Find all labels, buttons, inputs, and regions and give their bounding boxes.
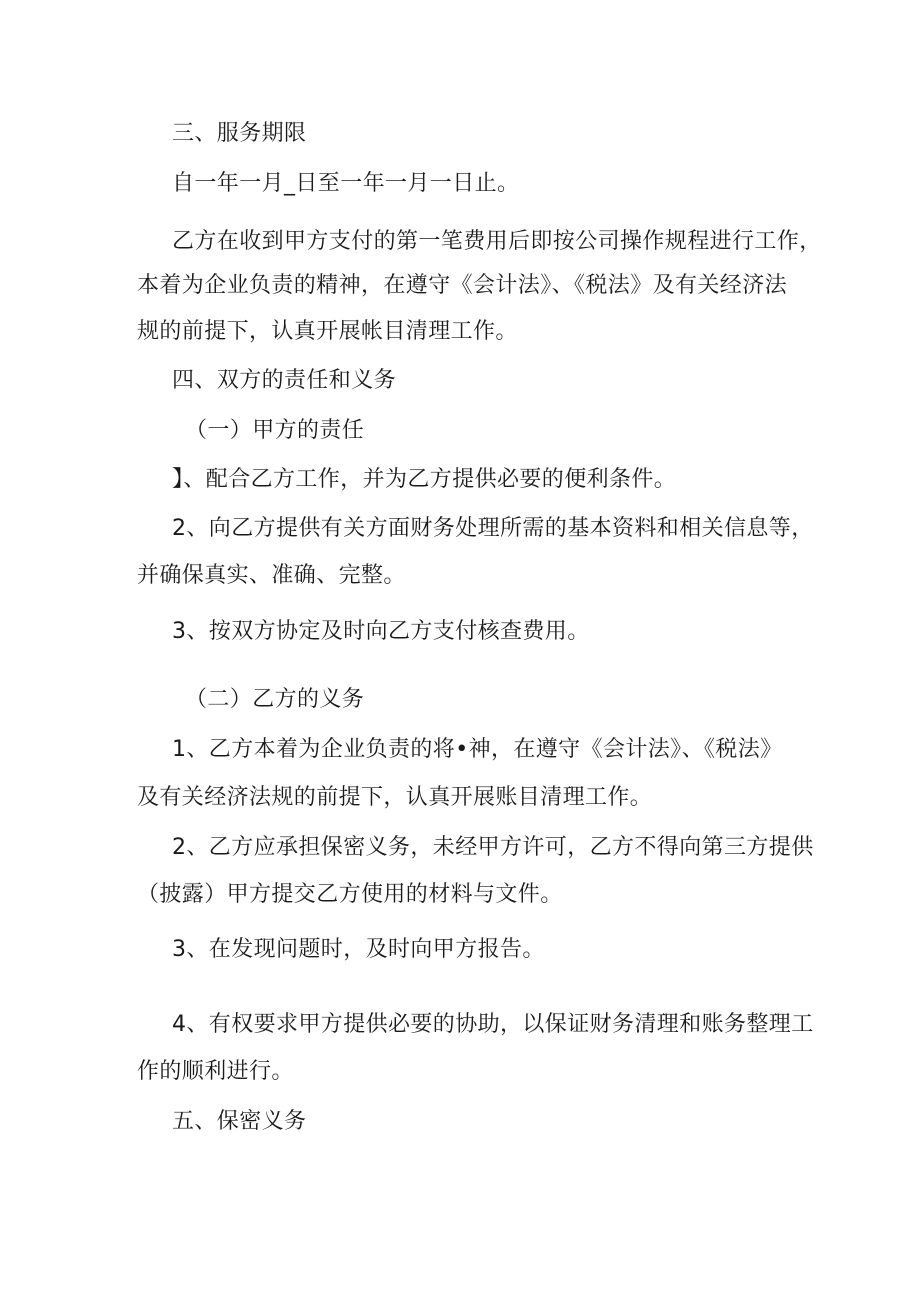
list-item: 4、有权要求甲方提供必要的协助，以保证财务清理和账务整理工 — [172, 1012, 814, 1037]
service-term-dates: 自一年一月_日至一年一月一日止。 — [172, 171, 520, 196]
paragraph-line: 乙方在收到甲方支付的第一笔费用后即按公司操作规程进行工作， — [172, 229, 822, 254]
section-heading-service-term: 三、服务期限 — [172, 121, 307, 146]
paragraph-line: 规的前提下，认真开展帐目清理工作。 — [137, 319, 518, 344]
section-heading-confidentiality: 五、保密义务 — [172, 1109, 307, 1134]
subsection-heading-party-b: （二）乙方的义务 — [185, 687, 365, 712]
section-heading-responsibilities: 四、双方的责任和义务 — [172, 368, 397, 393]
list-item-continuation: 作的顺利进行。 — [137, 1059, 294, 1084]
list-item-continuation: （披露）甲方提交乙方使用的材料与文件。 — [137, 882, 563, 907]
list-item: 2、乙方应承担保密义务，未经甲方许可，乙方不得向第三方提供 — [172, 835, 814, 860]
list-item-continuation: 及有关经济法规的前提下，认真开展账目清理工作。 — [137, 785, 653, 810]
paragraph-line: 本着为企业负责的精神，在遵守《会计法》、《税法》及有关经济法 — [137, 273, 788, 298]
list-item: 3、按双方协定及时向乙方支付核查费用。 — [172, 619, 590, 644]
list-item: 1、乙方本着为企业负责的将•神，在遵守《会计法》、《税法》 — [172, 737, 783, 762]
list-item: 3、在发现问题时，及时向甲方报告。 — [172, 937, 545, 962]
list-item: 】、配合乙方工作，并为乙方提供必要的便利条件。 — [172, 467, 677, 492]
list-item: 2、向乙方提供有关方面财务处理所需的基本资料和相关信息等， — [172, 516, 814, 541]
subsection-heading-party-a: （一）甲方的责任 — [185, 418, 365, 443]
list-item-continuation: 并确保真实、准确、完整。 — [137, 563, 406, 588]
